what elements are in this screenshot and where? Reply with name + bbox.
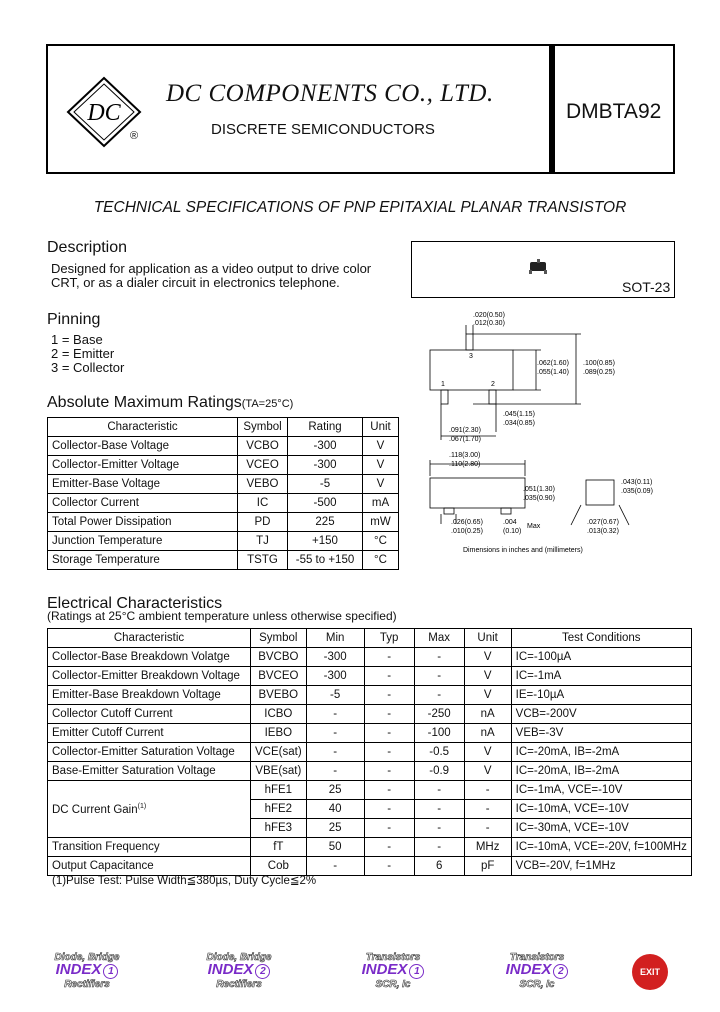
dimension-label: .091(2.30) <box>449 427 481 434</box>
unit-cell: V <box>464 686 511 705</box>
characteristic-cell: Emitter-Base Breakdown Voltage <box>48 686 251 705</box>
characteristic-cell: Junction Temperature <box>48 532 238 551</box>
condition-cell: IC=-30mA, VCE=-10V <box>511 819 691 838</box>
description-line: CRT, or as a dialer circuit in electronics telephone. <box>51 275 340 290</box>
dimension-label: .051(1.30) <box>523 486 555 493</box>
symbol-cell: BVEBO <box>251 686 307 705</box>
unit-cell: V <box>464 743 511 762</box>
unit-cell: mA <box>363 494 399 513</box>
exit-icon[interactable]: EXIT <box>632 954 668 990</box>
index-badge[interactable] <box>196 952 282 994</box>
badge-bottom: SCR, Ic <box>519 979 555 990</box>
unit-cell: nA <box>464 705 511 724</box>
table-row <box>48 551 399 570</box>
table-row <box>48 762 692 781</box>
characteristic-cell: Output Capacitance <box>48 857 251 876</box>
company-name: DC COMPONENTS CO., LTD. <box>166 80 494 107</box>
badge-index: INDEX <box>505 961 552 978</box>
min-cell: 25 <box>306 819 364 838</box>
table-row <box>48 475 399 494</box>
pin-label: 1 <box>441 381 445 388</box>
rating-cell: -300 <box>288 437 363 456</box>
condition-cell: IC=-10mA, VCE=-20V, f=100MHz <box>511 838 691 857</box>
max-cell: - <box>414 648 464 667</box>
transistor-package-icon <box>525 258 553 278</box>
typ-cell: - <box>364 800 414 819</box>
unit-cell: - <box>464 781 511 800</box>
typ-cell: - <box>364 781 414 800</box>
max-cell: - <box>414 838 464 857</box>
typ-cell: - <box>364 686 414 705</box>
table-row <box>48 513 399 532</box>
typ-cell: - <box>364 819 414 838</box>
badge-mid <box>44 961 130 979</box>
dimension-label: .012(0.30) <box>473 320 505 327</box>
condition-cell: VCB=-20V, f=1MHz <box>511 857 691 876</box>
symbol-cell: TSTG <box>238 551 288 570</box>
diagram-caption: Dimensions in inches and (millimeters) <box>463 547 583 554</box>
condition-cell: VEB=-3V <box>511 724 691 743</box>
symbol-cell: TJ <box>238 532 288 551</box>
index-badge[interactable] <box>494 952 580 994</box>
unit-cell: MHz <box>464 838 511 857</box>
badge-mid <box>196 961 282 979</box>
unit-cell: - <box>464 819 511 838</box>
table-row <box>48 838 692 857</box>
symbol-cell: IC <box>238 494 288 513</box>
dimension-label: .027(0.67) <box>587 519 619 526</box>
unit-cell: nA <box>464 724 511 743</box>
badge-index: INDEX <box>55 961 102 978</box>
badge-bottom: SCR, Ic <box>375 979 411 990</box>
badge-index: INDEX <box>361 961 408 978</box>
pinning-heading: Pinning <box>47 311 101 328</box>
abs-max-table <box>47 417 399 570</box>
symbol-cell: VEBO <box>238 475 288 494</box>
unit-cell: - <box>464 800 511 819</box>
abs-max-condition: (TA=25°C) <box>241 398 294 410</box>
index-badge[interactable] <box>44 952 130 994</box>
rating-cell: -5 <box>288 475 363 494</box>
symbol-cell: ICBO <box>251 705 307 724</box>
typ-cell: - <box>364 762 414 781</box>
condition-cell: IC=-20mA, IB=-2mA <box>511 743 691 762</box>
badge-number: 1 <box>103 964 118 979</box>
unit-cell: V <box>363 475 399 494</box>
symbol-cell: BVCEO <box>251 667 307 686</box>
pin-item: 3 = Collector <box>51 360 125 375</box>
min-cell: - <box>306 762 364 781</box>
min-cell: - <box>306 724 364 743</box>
rating-cell: +150 <box>288 532 363 551</box>
symbol-cell: Cob <box>251 857 307 876</box>
min-cell: -5 <box>306 686 364 705</box>
column-header: Typ <box>364 629 414 648</box>
pin-label: 3 <box>469 353 473 360</box>
pin-label: 2 <box>491 381 495 388</box>
pin-2-lead <box>489 390 496 404</box>
max-cell: - <box>414 686 464 705</box>
table-row <box>48 781 692 800</box>
column-header: Max <box>414 629 464 648</box>
abs-max-title: Absolute Maximum Ratings <box>47 394 242 411</box>
pulse-test-note: (1)Pulse Test: Pulse Width≦380µs, Duty Cycle≦2% <box>52 875 317 887</box>
rating-cell: -300 <box>288 456 363 475</box>
symbol-cell: VCBO <box>238 437 288 456</box>
dimension-label: .067(1.70) <box>449 436 481 443</box>
dimension-label: .100(0.85) <box>583 360 615 367</box>
symbol-cell: VCE(sat) <box>251 743 307 762</box>
column-header: Rating <box>288 418 363 437</box>
dimension-label: .035(0.09) <box>621 488 653 495</box>
min-cell: - <box>306 743 364 762</box>
max-cell: - <box>414 800 464 819</box>
dimension-label: (0.10) <box>503 528 522 535</box>
characteristic-cell: Emitter-Base Voltage <box>48 475 238 494</box>
package-name: SOT-23 <box>622 279 671 295</box>
registered-mark: ® <box>130 130 139 142</box>
dimension-label: .004 <box>503 519 517 526</box>
dimension-label: .010(0.25) <box>451 528 483 535</box>
table-row <box>48 532 399 551</box>
characteristic-cell: Total Power Dissipation <box>48 513 238 532</box>
characteristic-cell: Collector-Emitter Voltage <box>48 456 238 475</box>
table-row <box>48 705 692 724</box>
symbol-cell: fT <box>251 838 307 857</box>
characteristic-cell: Emitter Cutoff Current <box>48 724 251 743</box>
characteristic-cell: Collector-Emitter Saturation Voltage <box>48 743 251 762</box>
symbol-cell: VBE(sat) <box>251 762 307 781</box>
dimension-label: .062(1.60) <box>537 360 569 367</box>
max-cell: -0.5 <box>414 743 464 762</box>
dimension-label: .020(0.50) <box>473 312 505 319</box>
index-badge[interactable] <box>350 952 436 994</box>
company-subtitle: DISCRETE SEMICONDUCTORS <box>211 121 435 138</box>
pin-1-lead <box>441 390 448 404</box>
elec-condition: (Ratings at 25°C ambient temperature unless otherwise specified) <box>47 609 397 623</box>
unit-cell: V <box>363 437 399 456</box>
max-cell: - <box>414 819 464 838</box>
unit-cell: pF <box>464 857 511 876</box>
badge-bottom: Rectifiers <box>216 979 262 990</box>
table-row <box>48 743 692 762</box>
typ-cell: - <box>364 648 414 667</box>
pin-item: 1 = Base <box>51 332 103 347</box>
characteristic-cell: Collector-Base Voltage <box>48 437 238 456</box>
condition-cell: IE=-10µA <box>511 686 691 705</box>
characteristic-cell: Base-Emitter Saturation Voltage <box>48 762 251 781</box>
part-number: DMBTA92 <box>566 100 662 123</box>
dimension-label: .110(2.80) <box>449 461 481 468</box>
svg-text:DC: DC <box>87 100 121 126</box>
table-row <box>48 667 692 686</box>
typ-cell: - <box>364 838 414 857</box>
pin-3-lead <box>466 334 473 350</box>
unit-cell: °C <box>363 551 399 570</box>
elec-table <box>47 628 692 876</box>
unit-cell: V <box>464 667 511 686</box>
badge-number: 1 <box>409 964 424 979</box>
symbol-cell: hFE1 <box>251 781 307 800</box>
column-header: Min <box>306 629 364 648</box>
pinning-list <box>51 333 124 375</box>
badge-number: 2 <box>553 964 568 979</box>
badge-top: Diode, Bridge <box>206 952 272 963</box>
unit-cell: V <box>363 456 399 475</box>
symbol-cell: IEBO <box>251 724 307 743</box>
pin-item: 2 = Emitter <box>51 346 115 361</box>
rating-cell: -500 <box>288 494 363 513</box>
characteristic-cell: Collector Current <box>48 494 238 513</box>
dimension-label: .026(0.65) <box>451 519 483 526</box>
symbol-cell: BVCBO <box>251 648 307 667</box>
table-row <box>48 686 692 705</box>
min-cell: - <box>306 705 364 724</box>
column-header: Unit <box>464 629 511 648</box>
badge-mid <box>350 961 436 979</box>
badge-number: 2 <box>255 964 270 979</box>
symbol-cell: PD <box>238 513 288 532</box>
min-cell: -300 <box>306 648 364 667</box>
dimension-label: .055(1.40) <box>537 369 569 376</box>
dimension-label: .045(1.15) <box>503 411 535 418</box>
unit-cell: °C <box>363 532 399 551</box>
dimension-label: .118(3.00) <box>449 452 481 459</box>
badge-top: Transistors <box>509 952 565 963</box>
column-header: Symbol <box>238 418 288 437</box>
abs-max-heading <box>47 394 293 412</box>
table-row <box>48 437 399 456</box>
column-header: Characteristic <box>48 629 251 648</box>
typ-cell: - <box>364 724 414 743</box>
description-heading: Description <box>47 239 128 256</box>
badge-top: Transistors <box>365 952 421 963</box>
condition-cell: IC=-10mA, VCE=-10V <box>511 800 691 819</box>
rating-cell: 225 <box>288 513 363 532</box>
rating-cell: -55 to +150 <box>288 551 363 570</box>
condition-cell: IC=-100µA <box>511 648 691 667</box>
symbol-cell: hFE2 <box>251 800 307 819</box>
characteristic-cell <box>48 781 251 838</box>
elec-heading: Electrical Characteristics <box>47 595 223 612</box>
condition-cell: IC=-1mA, VCE=-10V <box>511 781 691 800</box>
condition-cell: IC=-20mA, IB=-2mA <box>511 762 691 781</box>
symbol-cell: VCEO <box>238 456 288 475</box>
dimension-label: .035(0.90) <box>523 495 555 502</box>
dimension-label: .013(0.32) <box>587 528 619 535</box>
unit-cell: V <box>464 762 511 781</box>
footnote-mark: (1) <box>137 802 147 810</box>
characteristic-cell: Collector-Emitter Breakdown Voltage <box>48 667 251 686</box>
typ-cell: - <box>364 705 414 724</box>
package-dimension-diagram <box>411 300 675 570</box>
column-header: Symbol <box>251 629 307 648</box>
package-end-outline <box>586 480 614 505</box>
description-text <box>51 262 371 290</box>
characteristic-cell: Collector-Base Breakdown Volatge <box>48 648 251 667</box>
condition-cell: IC=-1mA <box>511 667 691 686</box>
dimension-label: .089(0.25) <box>583 369 615 376</box>
package-side-outline <box>430 478 525 508</box>
header-divider <box>549 44 555 174</box>
condition-cell: VCB=-200V <box>511 705 691 724</box>
min-cell: - <box>306 857 364 876</box>
badge-index: INDEX <box>207 961 254 978</box>
characteristic-cell: Transition Frequency <box>48 838 251 857</box>
badge-bottom: Rectifiers <box>64 979 110 990</box>
min-cell: 25 <box>306 781 364 800</box>
column-header: Unit <box>363 418 399 437</box>
column-header: Test Conditions <box>511 629 691 648</box>
symbol-cell: hFE3 <box>251 819 307 838</box>
typ-cell: - <box>364 857 414 876</box>
badge-mid <box>494 961 580 979</box>
dimension-label: .034(0.85) <box>503 420 535 427</box>
exit-badge[interactable] <box>632 952 672 994</box>
typ-cell: - <box>364 743 414 762</box>
table-row <box>48 648 692 667</box>
unit-cell: mW <box>363 513 399 532</box>
gain-label: DC Current Gain <box>52 803 138 816</box>
max-cell: 6 <box>414 857 464 876</box>
badge-top: Diode, Bridge <box>54 952 120 963</box>
min-cell: 40 <box>306 800 364 819</box>
dimension-label: Max <box>527 523 541 530</box>
max-cell: -250 <box>414 705 464 724</box>
description-line: Designed for application as a video output to drive color <box>51 261 372 276</box>
max-cell: -0.9 <box>414 762 464 781</box>
table-row <box>48 494 399 513</box>
dimension-label: .043(0.11) <box>621 479 653 486</box>
column-header: Characteristic <box>48 418 238 437</box>
table-row <box>48 456 399 475</box>
max-cell: - <box>414 667 464 686</box>
max-cell: -100 <box>414 724 464 743</box>
unit-cell: V <box>464 648 511 667</box>
table-row <box>48 724 692 743</box>
min-cell: -300 <box>306 667 364 686</box>
characteristic-cell: Storage Temperature <box>48 551 238 570</box>
typ-cell: - <box>364 667 414 686</box>
max-cell: - <box>414 781 464 800</box>
page-title: TECHNICAL SPECIFICATIONS OF PNP EPITAXIAL PLANAR TRANSISTOR <box>93 199 627 216</box>
characteristic-cell: Collector Cutoff Current <box>48 705 251 724</box>
min-cell: 50 <box>306 838 364 857</box>
